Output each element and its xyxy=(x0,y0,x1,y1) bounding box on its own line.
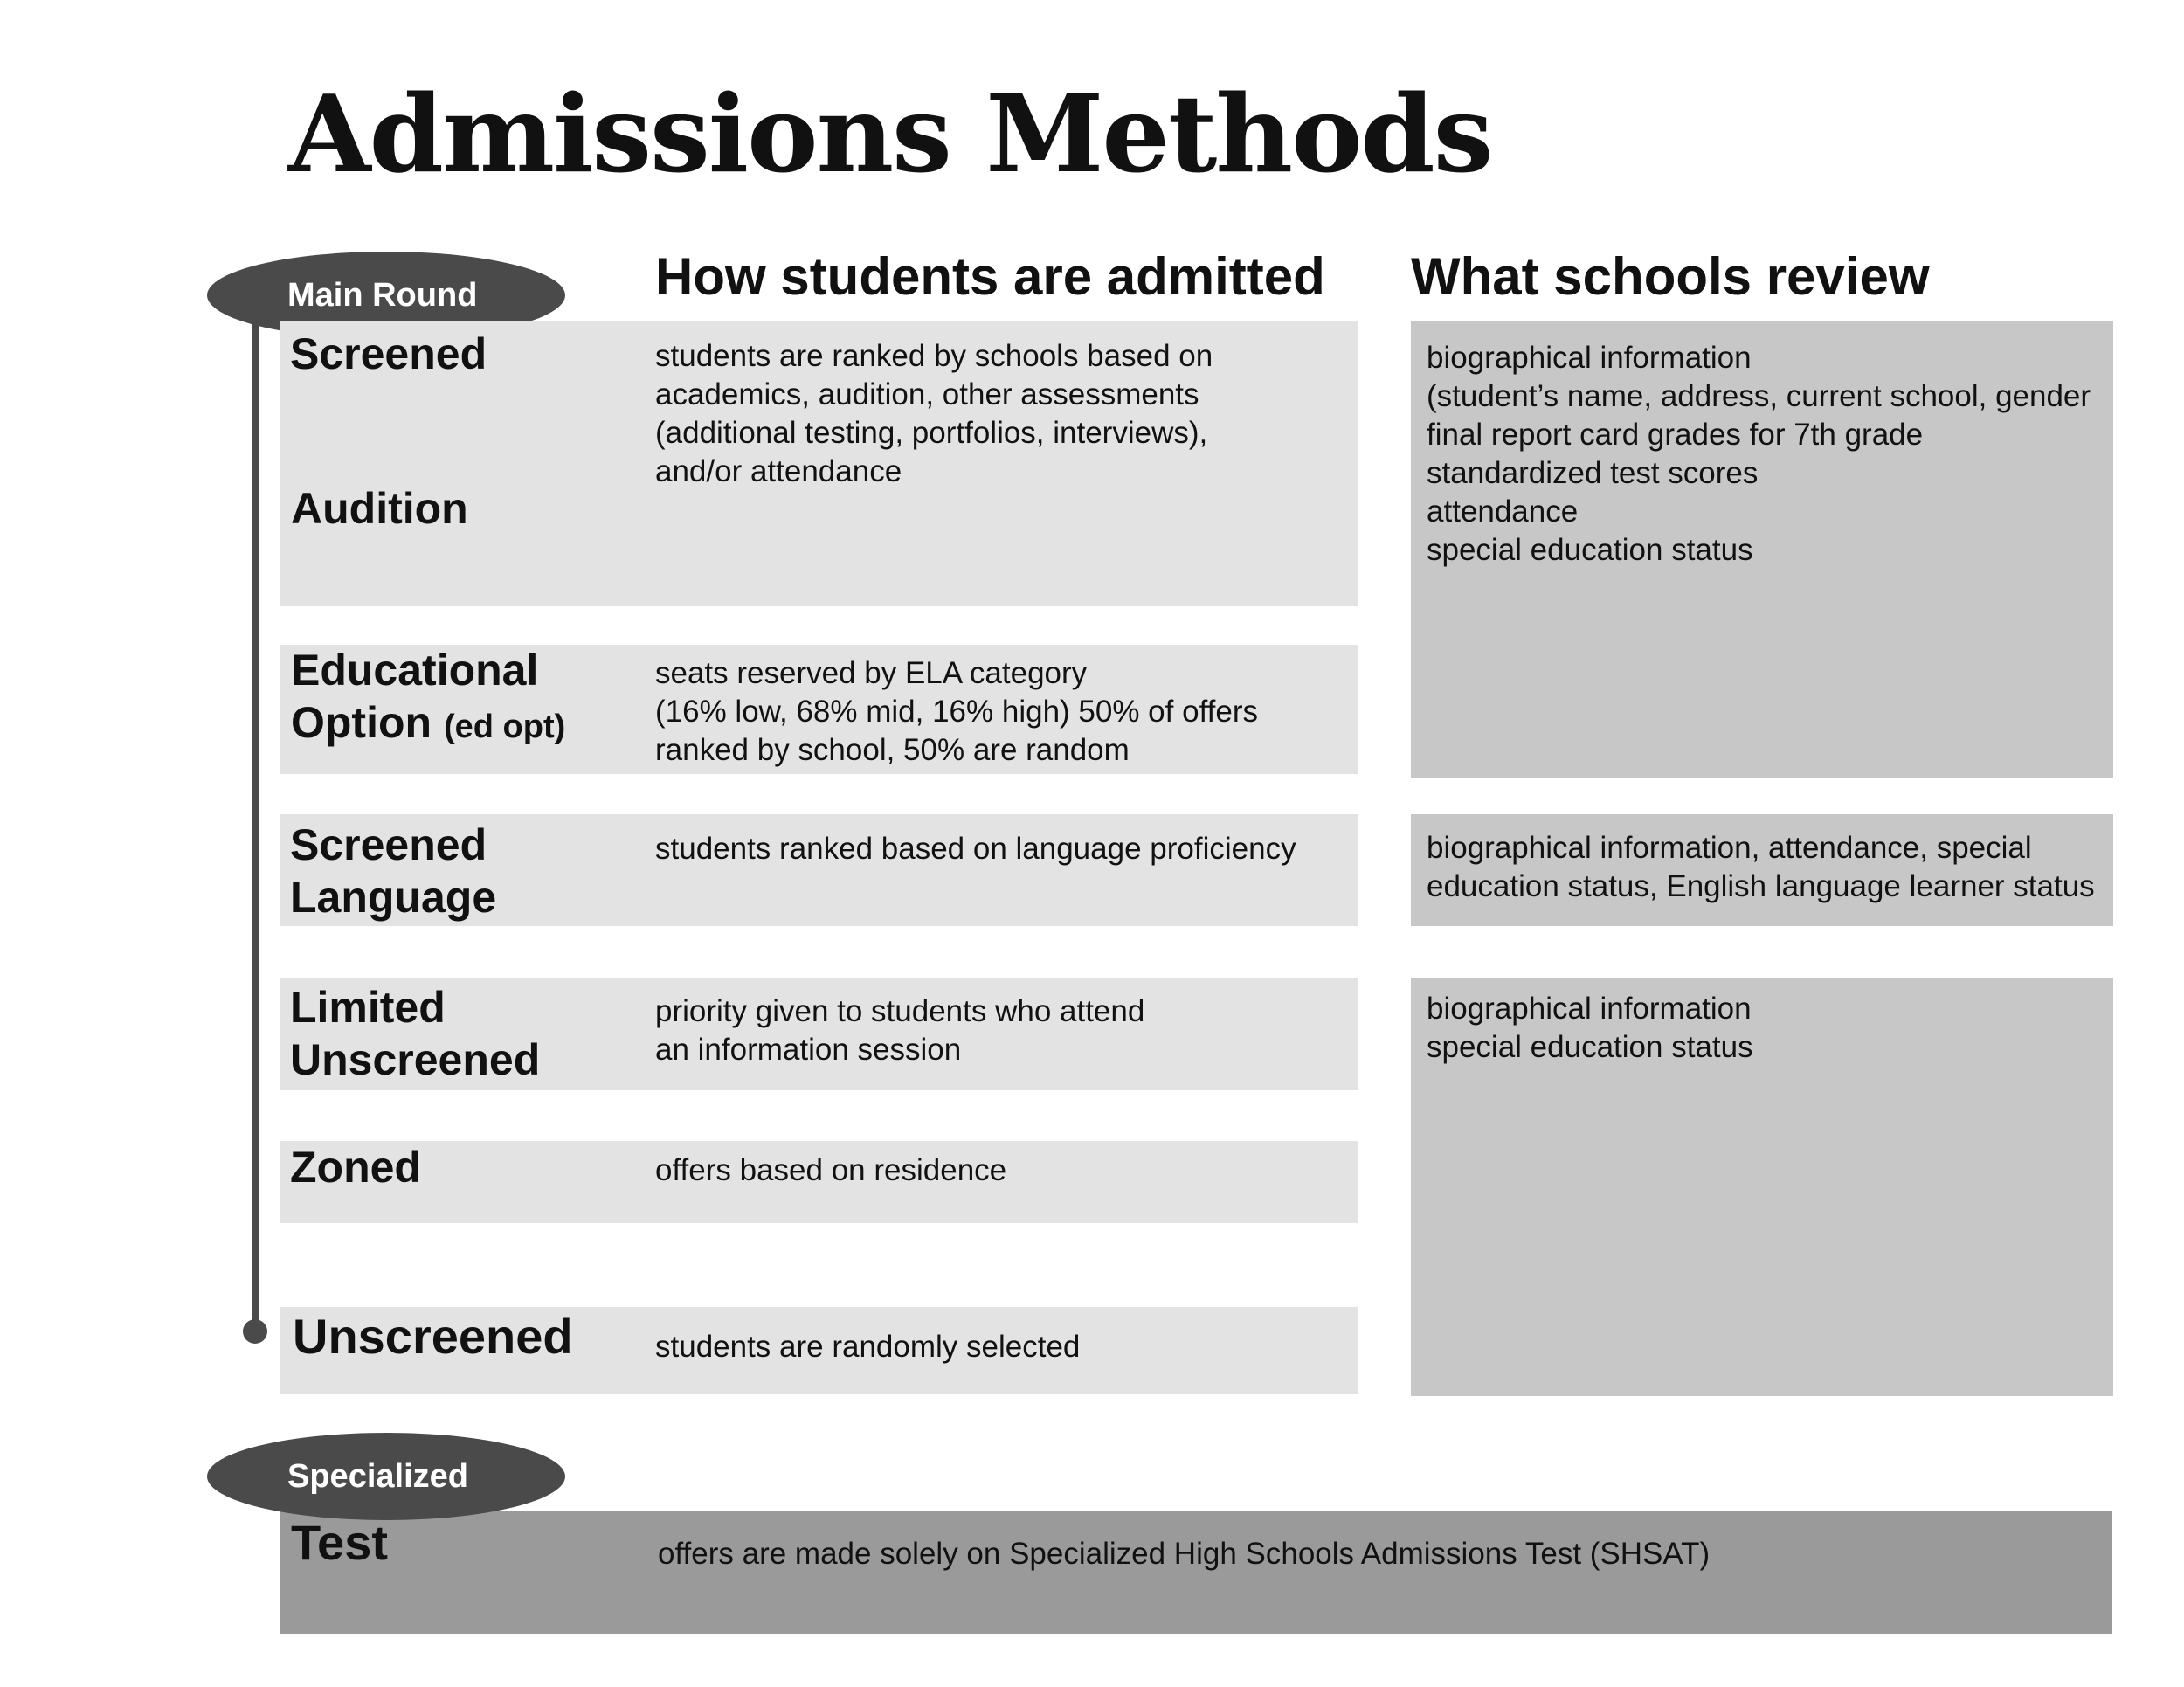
description-line: (16% low, 68% mid, 16% high) 50% of offers xyxy=(655,695,1259,729)
timeline-end-dot xyxy=(243,1319,267,1344)
method-name-limited-unscreened xyxy=(290,981,540,1086)
screened-language-line2: Language xyxy=(290,873,497,922)
description-line: seats reserved by ELA category xyxy=(655,656,1088,690)
review-line: education status, English language learner status xyxy=(1427,869,2095,903)
description-line: students ranked based on language proficiency xyxy=(655,832,1296,866)
review-line: attendance xyxy=(1427,494,1579,529)
description-line: an information session xyxy=(655,1033,962,1067)
test-description xyxy=(658,1535,1710,1573)
limited-unscreened-line1: Limited xyxy=(290,983,446,1032)
ed-opt-line2-text: Option xyxy=(291,698,432,747)
review-line: biographical information, attendance, special xyxy=(1427,831,2032,865)
column-header-admitted: How students are admitted xyxy=(655,247,1325,306)
screened-language-description xyxy=(655,830,1296,868)
ed-opt-line2 xyxy=(291,696,565,753)
description-line: students are randomly selected xyxy=(655,1330,1081,1364)
review-line: standardized test scores xyxy=(1427,456,1759,490)
timeline-line xyxy=(252,315,259,1333)
description-line: (additional testing, portfolios, interviews), xyxy=(655,416,1208,450)
screened-description xyxy=(655,337,1213,491)
unscreened-description xyxy=(655,1328,1080,1366)
review-line: (student’s name, address, current school, gender xyxy=(1427,379,2091,413)
description-line: students are ranked by schools based on xyxy=(655,339,1213,373)
review-text-3 xyxy=(1427,990,1753,1067)
review-line: special education status xyxy=(1427,533,1753,567)
ed-opt-description xyxy=(655,654,1258,770)
review-line: biographical information xyxy=(1427,992,1752,1026)
description-line: ranked by school, 50% are random xyxy=(655,733,1130,767)
column-header-review: What schools review xyxy=(1411,247,1930,306)
screened-language-line1: Screened xyxy=(290,820,487,869)
limited-unscreened-description xyxy=(655,992,1144,1069)
method-name-ed-opt xyxy=(291,644,565,753)
zoned-description xyxy=(655,1151,1006,1190)
ed-opt-suffix: (ed opt) xyxy=(443,709,566,745)
review-line: final report card grades for 7th grade xyxy=(1427,418,1924,452)
review-line: biographical information xyxy=(1427,341,1752,375)
method-name-test: Test xyxy=(291,1515,388,1570)
specialized-badge xyxy=(207,1433,565,1520)
limited-unscreened-line2: Unscreened xyxy=(290,1035,541,1084)
specialized-label: Specialized xyxy=(287,1457,468,1495)
description-line: academics, audition, other assessments xyxy=(655,377,1199,411)
method-name-screened: Screened xyxy=(290,329,487,378)
main-round-label: Main Round xyxy=(287,276,478,314)
description-line: priority given to students who attend xyxy=(655,994,1145,1028)
method-name-screened-language xyxy=(290,819,496,923)
review-text-2 xyxy=(1427,829,2095,906)
page-title: Admissions Methods xyxy=(288,71,1492,197)
ed-opt-line1: Educational xyxy=(291,646,539,695)
method-name-unscreened: Unscreened xyxy=(293,1309,573,1364)
description-line: offers based on residence xyxy=(655,1153,1007,1187)
review-text-1 xyxy=(1427,339,2091,570)
method-name-zoned: Zoned xyxy=(290,1143,421,1192)
description-line: offers are made solely on Specialized High Schools Admissions Test (SHSAT) xyxy=(658,1537,1711,1571)
method-name-audition: Audition xyxy=(291,484,468,533)
description-line: and/or attendance xyxy=(655,454,902,488)
review-line: special education status xyxy=(1427,1030,1753,1064)
